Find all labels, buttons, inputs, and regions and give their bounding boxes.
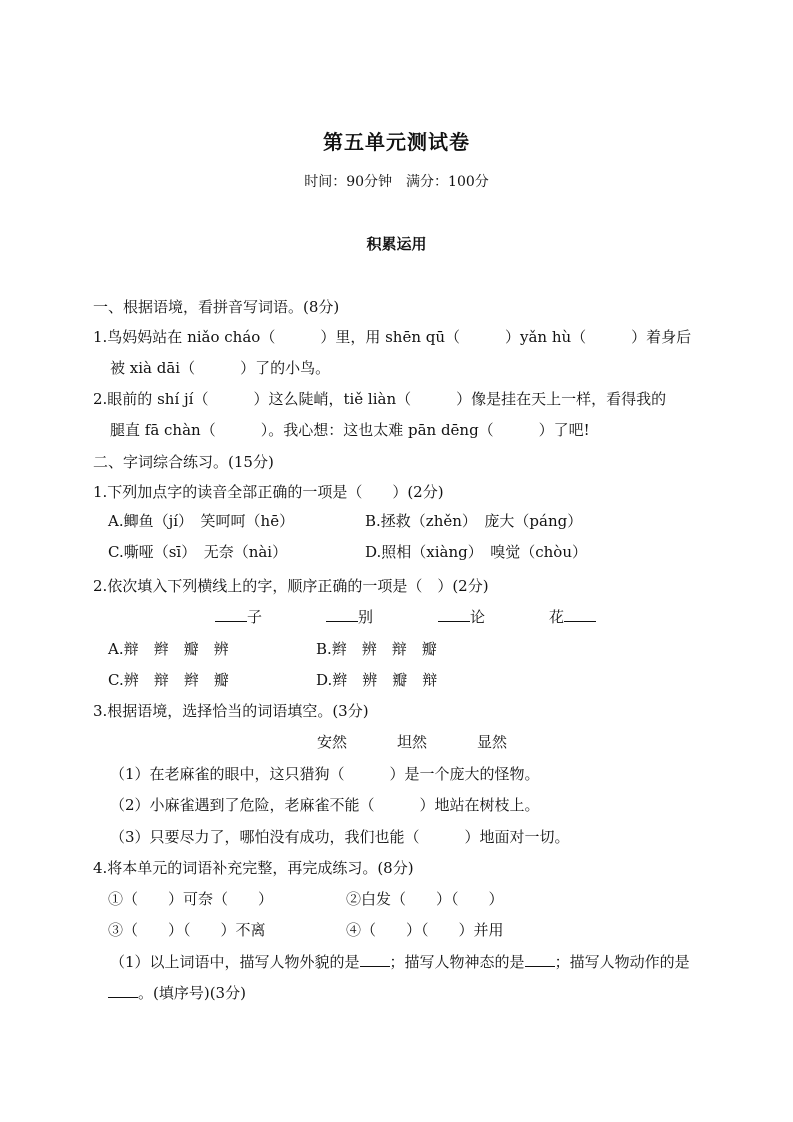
q2-1-option-d: D.照相（xiàng） 嗅觉（chòu） (365, 543, 587, 561)
q2-4-question: 4.将本单元的词语补充完整，再完成练习。(8分) (93, 859, 414, 877)
q2-4-sub-1-end: 。(填序号)(3分) (108, 983, 246, 1003)
word-bank-3: 显然 (477, 733, 508, 751)
q2-heading: 二、字词综合练习。(15分) (93, 453, 274, 471)
section-heading: 积累运用 (366, 235, 427, 253)
q2-2-option-b: B.辫 辨 辩 瓣 (316, 640, 437, 658)
q2-1-option-c: C.嘶哑（sī） 无奈（nài） (108, 543, 288, 561)
q2-3-item-3: （3）只要尽力了，哪怕没有成功，我们也能（ ）地面对一切。 (110, 828, 570, 846)
word-bank-2: 坦然 (397, 733, 428, 751)
q2-2-option-d: D.辫 辨 瓣 辩 (316, 671, 438, 689)
q2-2-blank-3: 论 (438, 607, 485, 627)
q2-2-option-a: A.辩 辫 瓣 辨 (108, 640, 229, 658)
q2-4-word-2: ②白发（ ）（ ） (346, 890, 504, 908)
q2-3-question: 3.根据语境，选择恰当的词语填空。(3分) (93, 702, 369, 720)
exam-meta: 时间：90分钟 满分：100分 (304, 174, 489, 190)
q1-heading: 一、根据语境，看拼音写词语。(8分) (93, 298, 340, 316)
q2-1-option-b: B.拯救（zhěn） 庞大（páng） (365, 512, 583, 530)
q1-line-3: 2.眼前的 shí jí（ ）这么陡峭，tiě liàn（ ）像是挂在天上一样，看得我的 (93, 390, 667, 408)
q2-1-option-a: A.鲫鱼（jí） 笑呵呵（hē） (108, 512, 295, 530)
q2-2-option-c: C.辨 辩 辫 瓣 (108, 671, 229, 689)
q2-2-blank-1: 子 (215, 607, 262, 627)
q2-3-item-1: （1）在老麻雀的眼中，这只猎狗（ ）是一个庞大的怪物。 (110, 765, 540, 783)
q2-1-question: 1.下列加点字的读音全部正确的一项是（ ）(2分) (93, 483, 444, 501)
page-title: 第五单元测试卷 (323, 130, 470, 154)
q2-4-word-3: ③（ ）（ ）不离 (108, 921, 266, 939)
q1-line-4: 腿直 fā chàn（ ）。我心想：这也太难 pān dēng（ ）了吧! (110, 421, 590, 439)
word-bank-1: 安然 (317, 733, 348, 751)
q2-2-blank-4: 花 (549, 607, 596, 627)
q1-line-1: 1.鸟妈妈站在 niǎo cháo（ ）里，用 shēn qū（ ）yǎn hù（ ）着身后 (93, 328, 692, 346)
q2-4-word-4: ④（ ）（ ）并用 (346, 921, 504, 939)
q2-2-blank-2: 别 (326, 607, 373, 627)
q1-line-2: 被 xià dāi（ ）了的小鸟。 (110, 359, 331, 377)
q2-3-item-2: （2）小麻雀遇到了危险，老麻雀不能（ ）地站在树枝上。 (110, 796, 540, 814)
q2-2-question: 2.依次填入下列横线上的字，顺序正确的一项是（ ）(2分) (93, 577, 489, 595)
q2-4-sub-1: （1）以上词语中，描写人物外貌的是 ；描写人物神态的是 ；描写人物动作的是 (110, 953, 690, 971)
q2-4-word-1: ①（ ）可奈（ ） (108, 890, 274, 908)
